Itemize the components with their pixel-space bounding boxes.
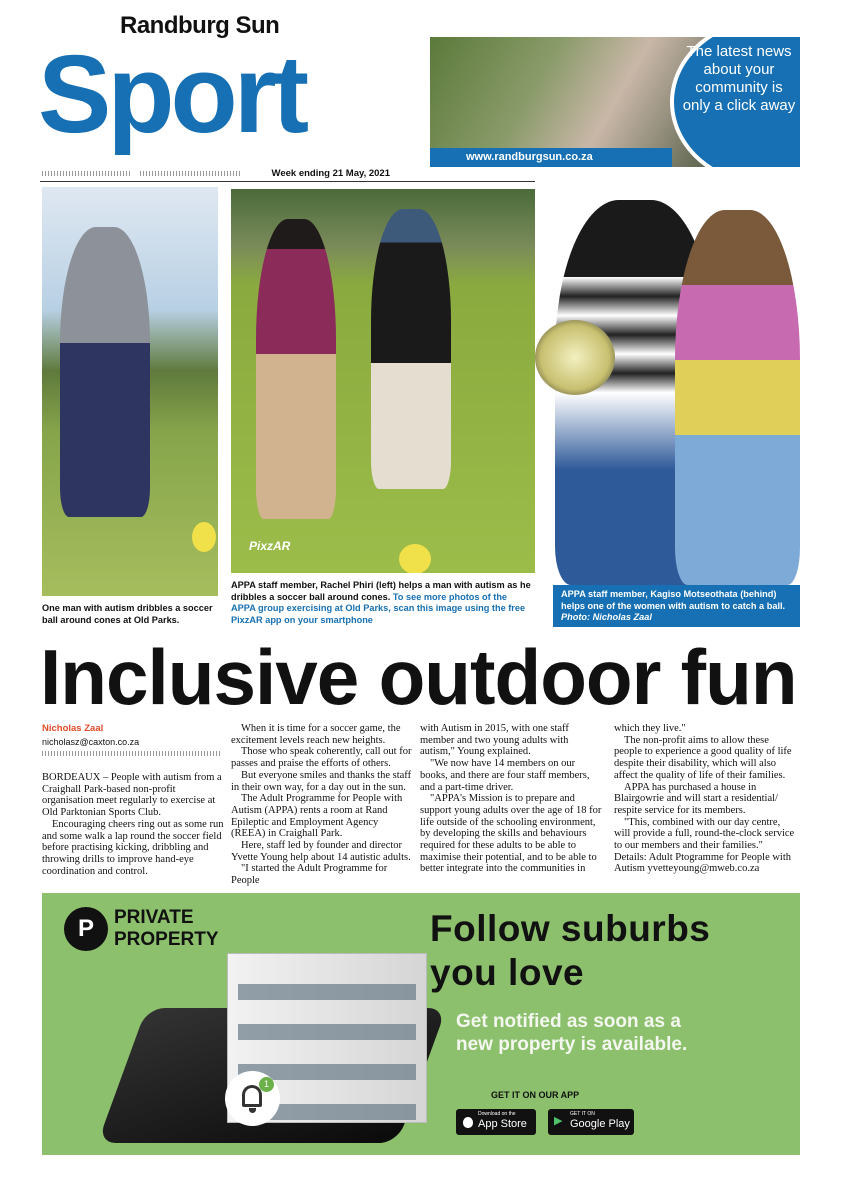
caption-text: APPA staff member, Rachel Phiri (left) helps a man with autism as he dribbles a soccer ball around cones. [231, 580, 531, 602]
promo-url[interactable]: www.randburgsun.co.za [430, 148, 672, 167]
paragraph: "I started the Adult Programme for People [231, 863, 388, 887]
paragraph: "We now have 14 members on our books, and there are four staff members, and a part-time driver. [420, 758, 590, 793]
paragraph: Here, staff led by founder and director Yvette Young help about 14 autistic adults. [231, 840, 411, 863]
ad-cta: GET IT ON OUR APP [491, 1090, 580, 1100]
pixzar-watermark: PixzAR [249, 539, 291, 553]
divider [140, 171, 240, 176]
bell-clapper [249, 1108, 256, 1113]
app-store-button[interactable] [456, 1109, 536, 1135]
paragraph: which they live." [614, 723, 686, 734]
photo-man-dribbling [42, 187, 218, 596]
article-column-4 [614, 723, 796, 875]
caption-link[interactable]: To see more photos of the APPA group exercising at Old Parks, scan this image using the free PixzAR app on your smartphone [231, 591, 526, 625]
brand-name: PRIVATE PROPERTY [114, 907, 219, 950]
notification-badge: 1 [259, 1077, 274, 1092]
paragraph: When it is time for a soccer game, the excitement levels reach new heights. [231, 723, 401, 746]
paragraph: with Autism in 2015, with one staff member and two young adults with autism," Young explained. [420, 723, 569, 758]
caption-text: APPA staff member, Kagiso Motseothata (behind) helps one of the women with autism to catch a ball. [561, 589, 786, 611]
apple-icon [463, 1117, 473, 1128]
paragraph: "APPA's Mission is to prepare and support young adults over the age of 18 for life outside of the schooling environment, by developing the skills and behaviours required for these adults to be able to maximise their potential, and to be able to better integrate into the communities in [420, 793, 602, 875]
issue-date: Week ending 21 May, 2021 [271, 168, 390, 179]
logo-icon: P [64, 907, 108, 951]
divider [42, 751, 222, 756]
google-play-button[interactable] [548, 1109, 634, 1135]
googleplay-small: GET IT ON [570, 1111, 595, 1117]
paragraph: The non-profit aims to allow these people to experience a good quality of life despite their disability, which will also affect the quality of life of their families. [614, 734, 792, 781]
paragraph: But everyone smiles and thanks the staff in their own way, for a day out in the sun. [231, 769, 412, 793]
author-email[interactable]: nicholasz@caxton.co.za [42, 737, 140, 747]
appstore-small: Download on the [478, 1111, 516, 1117]
play-icon: ▶ [554, 1115, 563, 1127]
ad-subhead: Get notified as soon as a new property is available. [456, 1011, 688, 1055]
photo-caption [553, 585, 800, 627]
photo-credit: Photo: Nicholas Zaal [561, 612, 652, 622]
paragraph: Encouraging cheers ring out as some run and some walk a lap round the soccer field before practising kicking, dribbling and throwing drills to improve hand-eye coordination and control. [42, 818, 224, 877]
divider [42, 171, 130, 176]
paragraph: "This, combined with our day centre, will provide a full, round-the-clock service to our members and their families." [614, 816, 795, 852]
website-promo-banner[interactable] [430, 37, 800, 167]
paragraph: BORDEAUX – People with autism from a Craighall Park-based non-profit organisation meet regularly to exercise at Old Parktonian Sports Club. [42, 772, 222, 819]
paper-name: Randburg Sun [120, 12, 280, 39]
photo-catching-ball [535, 170, 800, 585]
paragraph: Those who speak coherently, call out for passes and praise the efforts of others. [231, 746, 412, 770]
section-title: Sport [38, 33, 306, 156]
bell-shape [242, 1085, 262, 1107]
paragraph: APPA has purchased a house in Blairgowrie and will start a residential/ respite service for its members. [614, 781, 778, 816]
paragraph: The Adult Programme for People with Autism (APPA) rents a room at Rand Epileptic and Employment Agency (REEA) in Craighall Park. [231, 793, 403, 840]
ad-headline: Follow suburbs you love [430, 908, 711, 993]
article-column-2 [231, 723, 413, 887]
article-headline: Inclusive outdoor fun [40, 633, 797, 721]
googleplay-label: Google Play [570, 1117, 630, 1130]
article-column-1 [42, 723, 224, 877]
appstore-label: App Store [478, 1117, 527, 1130]
paragraph: Details: Adult Ptogramme for People with Autism yvetteyoung@mweb.co.za [614, 851, 792, 875]
photo-staff-helping[interactable] [231, 189, 535, 573]
promo-message: The latest news about your community is only a click away [682, 43, 796, 114]
article-column-3 [420, 723, 602, 875]
private-property-ad[interactable] [42, 893, 800, 1155]
photo-caption: One man with autism dribbles a soccer ball around cones at Old Parks. [42, 603, 213, 625]
photo-caption [231, 580, 531, 626]
notification-bell-icon [225, 1071, 280, 1126]
author-name: Nicholas Zaal [42, 723, 104, 734]
private-property-logo [64, 907, 234, 951]
